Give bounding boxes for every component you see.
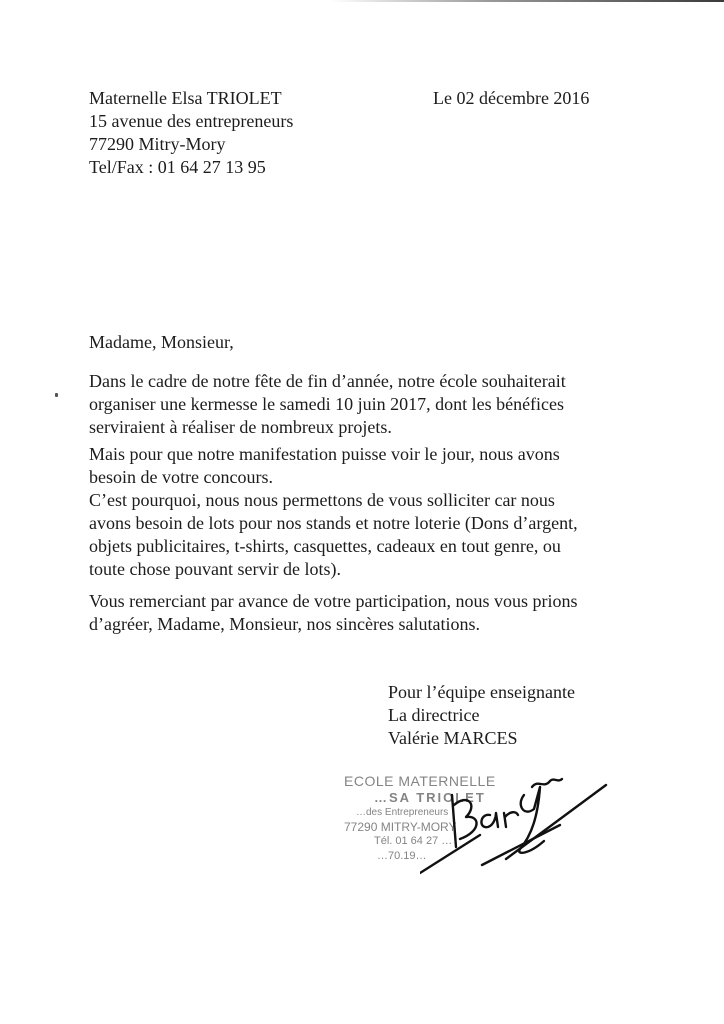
sender-name: Maternelle Elsa TRIOLET — [89, 88, 282, 108]
scan-edge — [330, 0, 724, 2]
paragraph-line: Dans le cadre de notre fête de fin d’année, notre école souhaiterait — [89, 371, 566, 391]
closing-line: Pour l’équipe enseignante — [388, 682, 575, 702]
stamp-line: …des Entrepreneurs — [356, 807, 449, 818]
stamp-line: …SA TRIOLET — [374, 790, 486, 805]
paragraph-line: organiser une kermesse le samedi 10 juin 2017, dont les bénéfices — [89, 394, 565, 414]
paragraph-2 — [89, 443, 578, 581]
letter-date: Le 02 décembre 2016 — [433, 88, 590, 108]
sender-street: 15 avenue des entrepreneurs — [89, 111, 294, 131]
paragraph-line: toute chose pouvant servir de lots). — [89, 559, 341, 579]
paragraph-line: Vous remerciant par avance de votre participation, nous vous prions — [89, 591, 578, 611]
salutation: Madame, Monsieur, — [89, 332, 234, 352]
sender-city: 77290 Mitry-Mory — [89, 134, 226, 154]
paragraph-1 — [89, 370, 566, 439]
scan-speck — [55, 393, 58, 397]
signatory-name: Valérie MARCES — [388, 728, 518, 748]
stamp-line: ECOLE MATERNELLE — [344, 773, 496, 789]
stamp-line: …70.19… — [377, 850, 427, 862]
signatory-title: La directrice — [388, 705, 480, 725]
sender-phone: Tel/Fax : 01 64 27 13 95 — [89, 157, 266, 177]
paragraph-line: C’est pourquoi, nous nous permettons de vous solliciter car nous — [89, 490, 555, 510]
paragraph-line: avons besoin de lots pour nos stands et notre loterie (Dons d’argent, — [89, 513, 578, 533]
paragraph-line: d’agréer, Madame, Monsieur, nos sincères salutations. — [89, 614, 480, 634]
closing-block — [388, 681, 575, 750]
paragraph-line: besoin de votre concours. — [89, 467, 273, 487]
paragraph-line: objets publicitaires, t-shirts, casquettes, cadeaux en tout genre, ou — [89, 536, 561, 556]
stamp-line: 77290 MITRY-MORY — [344, 820, 457, 834]
paragraph-line: serviraient à réaliser de nombreux projets. — [89, 417, 392, 437]
sender-address-block — [89, 87, 293, 179]
paragraph-line: Mais pour que notre manifestation puisse voir le jour, nous avons — [89, 444, 560, 464]
stamp-line: Tél. 01 64 27 … — [374, 835, 453, 847]
paragraph-3 — [89, 590, 578, 636]
signature-icon — [420, 765, 610, 875]
